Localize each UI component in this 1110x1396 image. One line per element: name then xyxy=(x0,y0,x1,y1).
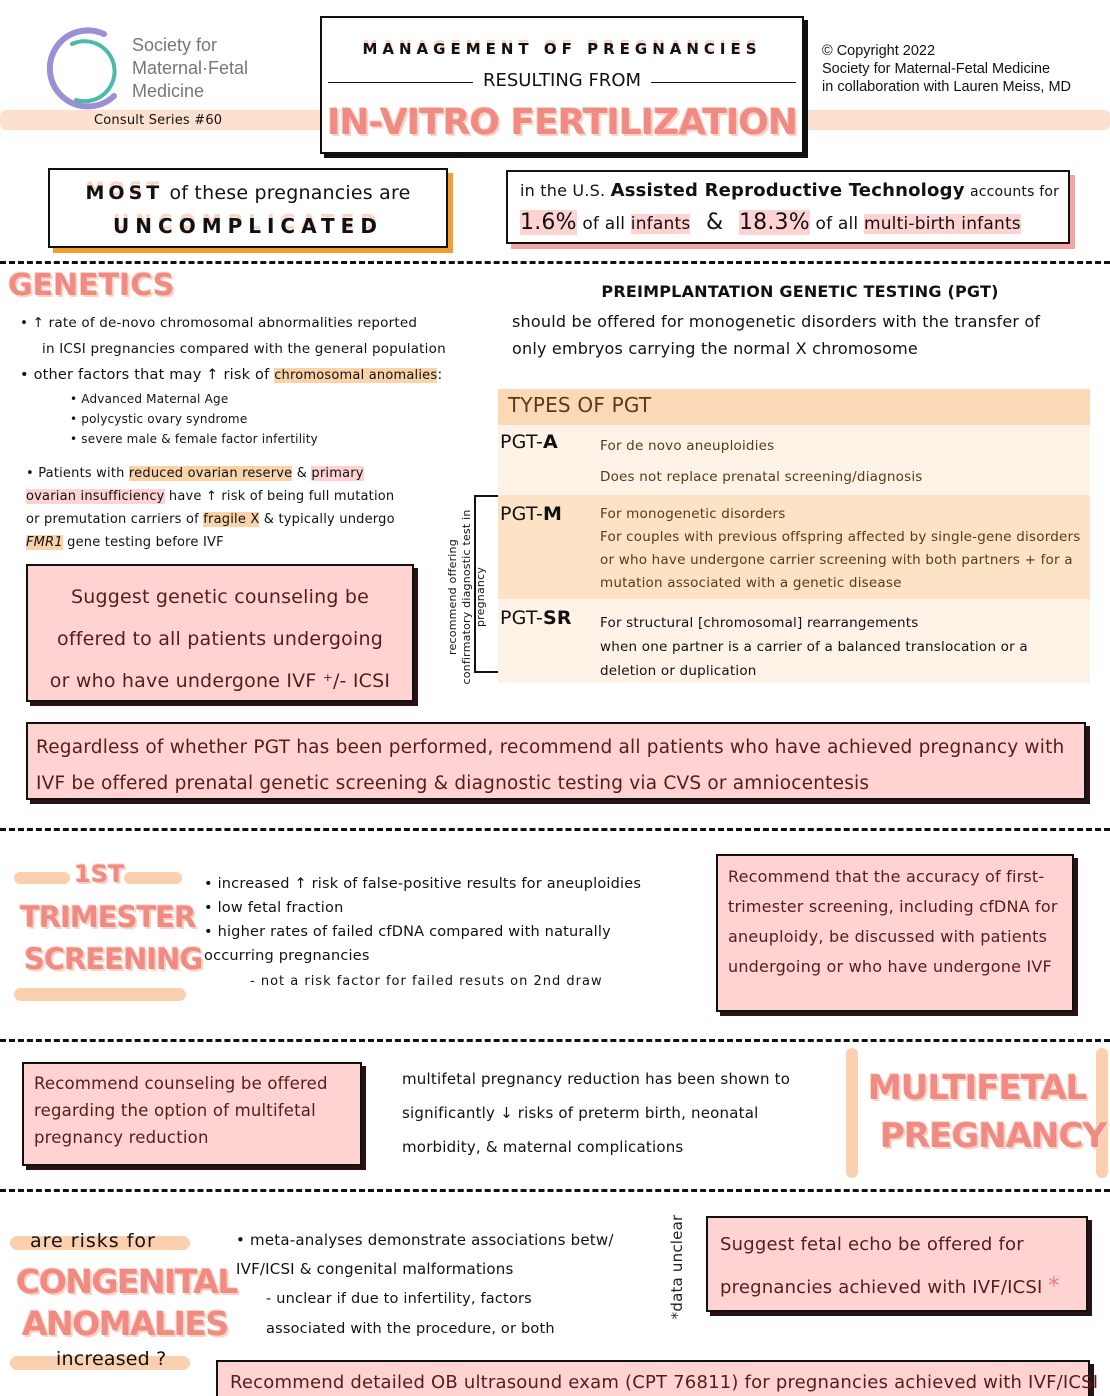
trimester-recommend-box: Recommend that the accuracy of first-trimester screening, including cfDNA for aneuploidy, be discussed with patients undergoing or who have undergone IVF xyxy=(716,854,1074,1012)
logo-org-line1: Society for xyxy=(132,35,218,55)
logo-rings-icon xyxy=(44,26,126,110)
risk-factor-list xyxy=(20,389,480,449)
genetics-bullet-1-cont: in ICSI pregnancies compared with the general population xyxy=(42,341,446,357)
pgt-title: PREIMPLANTATION GENETIC TESTING (PGT) xyxy=(601,282,999,301)
trimester-bullet: • low fetal fraction xyxy=(204,896,704,920)
smfm-logo xyxy=(44,26,304,112)
pgt-side-note: recommend offering confirmatory diagnostic test in pregnancy xyxy=(446,509,487,685)
pgt-code-sr: SR xyxy=(543,607,572,629)
divider-1 xyxy=(0,261,1110,264)
multifetal-title-line2: PREGNANCY xyxy=(880,1116,1107,1156)
trimester-bullet: • higher rates of failed cfDNA compared with naturally occurring pregnancies xyxy=(204,920,664,968)
risk-factor-item: • Advanced Maternal Age xyxy=(70,389,480,409)
logo-org-line2: Maternal·Fetal xyxy=(132,58,249,78)
pgt-m-line1: For monogenetic disorders xyxy=(600,506,786,522)
congenital-title-line2: ANOMALIES xyxy=(22,1304,228,1343)
trimester-bullet: • increased ↑ risk of false-positive results for aneuploidies xyxy=(204,872,704,896)
pgt-row-a: PGT-A For de novo aneuploidies Does not replace prenatal screening/diagnosis xyxy=(498,425,1090,495)
pgt-row-sr: PGT-SR For structural [chromosomal] rearrangements when one partner is a carrier of a balanced translocation or a deletion or duplication xyxy=(498,599,1090,683)
most-text: of these pregnancies are xyxy=(169,182,411,204)
asterisk-icon: * xyxy=(1048,1274,1060,1299)
pgt-a-line1: For de novo aneuploidies xyxy=(600,438,775,454)
stat1-highlight: infants xyxy=(630,214,691,234)
pgt-row-m: PGT-M For monogenetic disorders For couples with previous offspring affected by single-gene disorders or who have undergone carrier screening with both partners + for a mutation associated with a genetic disease xyxy=(498,495,1090,599)
congenital-sub: - unclear if due to infertility, factors associated with the procedure, or both xyxy=(266,1291,555,1337)
art-bold: Assisted Reproductive Technology xyxy=(610,180,965,201)
multifetal-title-line1: MULTIFETAL xyxy=(868,1068,1087,1108)
pgt-description: should be offered for monogenetic disorders with the transfer of only embryos carrying the normal X chromosome xyxy=(512,312,1041,358)
stat2-highlight: multi-birth infants xyxy=(863,214,1021,234)
risk-factor-item: • polycystic ovary syndrome xyxy=(70,409,480,429)
copyright-line2: Society for Maternal-Fetal Medicine xyxy=(822,61,1051,77)
divider-4 xyxy=(0,1189,1110,1192)
art-suffix: accounts for xyxy=(969,184,1060,200)
genetics-bullet-3: • Patients with reduced ovarian reserve & primary ovarian insufficiency have ↑ risk of being full mutation or premutation carriers of fragile X & typically undergo FMR1 gene testing before IVF xyxy=(26,466,395,550)
stat2-text: of all xyxy=(815,214,859,234)
fetal-echo-box: Suggest fetal echo be offered for pregnancies achieved with IVF/ICSI * xyxy=(706,1216,1088,1312)
multifetal-text: multifetal pregnancy reduction has been shown to significantly ↓ risks of preterm birth, neonatal morbidity, & maternal complications xyxy=(402,1070,791,1156)
and-symbol: & xyxy=(706,210,724,235)
trimester-title-line2: TRIMESTER xyxy=(20,900,196,934)
copyright-line3: in collaboration with Lauren Meiss, MD xyxy=(822,79,1072,95)
data-unclear-note: *data unclear xyxy=(668,1214,686,1320)
pgt-sr-line2: when one partner is a carrier of a balanced translocation or a deletion or duplication xyxy=(600,639,1028,679)
trimester-bar-top-right xyxy=(124,872,182,884)
congenital-title-line1: CONGENITAL xyxy=(16,1262,237,1301)
consult-series-label: Consult Series #60 xyxy=(94,113,223,128)
genetics-bullet-2: • other factors that may ↑ risk of chromosomal anomalies: xyxy=(20,367,443,383)
multifetal-recommend-box: Recommend counseling be offered regarding the option of multifetal pregnancy reduction xyxy=(22,1062,362,1166)
trimester-bar-bottom xyxy=(14,988,186,1001)
trimester-bar-top-left xyxy=(14,872,70,884)
pgt-code-m: M xyxy=(543,503,563,525)
ultrasound-box: Recommend detailed OB ultrasound exam (CPT 76811) for pregnancies achieved with IVF/ICSI xyxy=(216,1360,1090,1396)
multifetal-bar-right xyxy=(1096,1048,1108,1178)
regardless-box: Regardless of whether PGT has been performed, recommend all patients who have achieved pregnancy with IVF be offered prenatal genetic screening & diagnostic testing via CVS or amniocentesis xyxy=(26,722,1086,800)
copyright-line1: © Copyright 2022 xyxy=(822,43,936,59)
title-box xyxy=(320,16,804,154)
title-line1: MANAGEMENT OF PREGNANCIES xyxy=(362,40,762,58)
logo-org-line3: Medicine xyxy=(132,81,205,101)
title-line2: RESULTING FROM xyxy=(473,70,651,91)
divider-2 xyxy=(0,828,1110,831)
pgt-m-line2: For couples with previous offspring affected by single-gene disorders or who have undergone carrier screening with both partners + for a mutation associated with a genetic disease xyxy=(600,529,1081,591)
art-stats-box xyxy=(506,170,1070,244)
pgt-sr-line1: For structural [chromosomal] rearrangements xyxy=(600,615,919,631)
pgt-code-a: A xyxy=(543,431,558,453)
stat2-value: 18.3% xyxy=(738,210,810,235)
pgt-types-header: TYPES OF PGT xyxy=(498,389,1090,425)
genetics-title: GENETICS xyxy=(8,268,175,303)
trimester-title-line3: SCREENING xyxy=(24,942,203,976)
trimester-title-line1: 1ST xyxy=(74,860,125,888)
stat1-value: 1.6% xyxy=(520,210,577,235)
pgt-a-line2: Does not replace prenatal screening/diagnosis xyxy=(600,469,923,485)
congenital-bullet: • meta-analyses demonstrate associations betw/ IVF/ICSI & congenital malformations xyxy=(236,1231,614,1278)
divider-3 xyxy=(0,1039,1110,1042)
multifetal-bar-left xyxy=(846,1048,858,1178)
genetics-bullet-1: • ↑ rate of de-novo chromosomal abnormalities reported xyxy=(20,315,418,331)
uncomplicated-box xyxy=(48,168,448,248)
art-prefix: in the U.S. xyxy=(520,181,606,200)
title-line3: IN-VITRO FERTILIZATION xyxy=(327,102,797,143)
genetic-counseling-box: Suggest genetic counseling be offered to all patients undergoing or who have undergone IVF ⁺/- ICSI xyxy=(26,564,414,702)
trimester-sub-note: - not a risk factor for failed resuts on 2nd draw xyxy=(250,974,603,989)
congenital-label-top: are risks for xyxy=(30,1230,156,1252)
risk-factor-item: • severe male & female factor infertility xyxy=(70,429,480,449)
congenital-label-bottom: increased ? xyxy=(56,1348,167,1370)
most-label: MOST xyxy=(85,182,164,204)
pgt-types-table xyxy=(498,389,1090,683)
trimester-bullets xyxy=(204,872,704,968)
genetics-bullets xyxy=(20,310,480,449)
stat1-text: of all xyxy=(582,214,626,234)
copyright-block xyxy=(822,42,1071,96)
uncomplicated-label: UNCOMPLICATED xyxy=(113,214,383,238)
